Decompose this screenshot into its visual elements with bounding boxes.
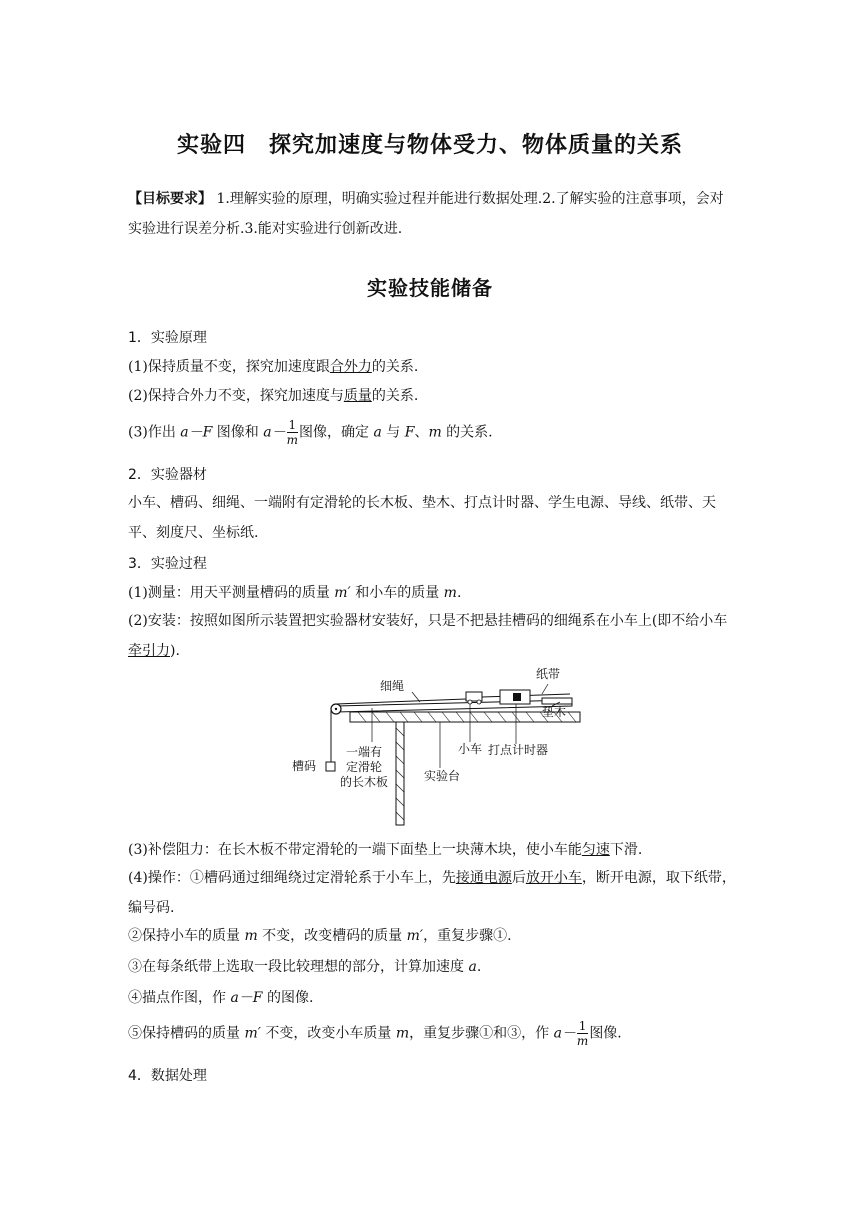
underlined-answer: 匀速 bbox=[581, 842, 610, 858]
table-leg bbox=[396, 722, 404, 825]
label-board-1: 一端有 bbox=[346, 745, 383, 759]
label-block: 垫木 bbox=[542, 705, 567, 719]
label-timer: 打点计时器 bbox=[488, 743, 549, 757]
principle-item-2: (2)保持合外力不变，探究加速度与质量的关系. bbox=[128, 388, 419, 404]
underlined-answer: 放开小车 bbox=[525, 870, 582, 886]
equipment-heading: 2．实验器材 bbox=[128, 467, 207, 483]
data-processing-heading: 4．数据处理 bbox=[128, 1068, 207, 1084]
principle-item-3: (3)作出 a－F 图像和 a－ $\frac{1}{m}$ 图像，确定 a 与 F、m 的关系. bbox=[128, 418, 493, 447]
objectives-paragraph bbox=[128, 184, 734, 244]
label-cart: 小车 bbox=[458, 742, 483, 756]
process-step-1: (1)测量：用天平测量槽码的质量 m′ 和小车的质量 m. bbox=[128, 585, 462, 601]
underlined-answer: 牵引力 bbox=[128, 643, 170, 659]
hanging-weight bbox=[326, 762, 335, 771]
label-weight: 槽码 bbox=[292, 759, 317, 773]
equipment-text: 小车、槽码、细绳、一端附有定滑轮的长木板、垫木、打点计时器、学生电源、导线、纸带、天平、刻度尺、坐标纸. bbox=[128, 495, 716, 541]
long-board bbox=[336, 700, 572, 712]
process-sub-3: ③在每条纸带上选取一段比较理想的部分，计算加速度 a. bbox=[128, 959, 482, 975]
label-tape: 纸带 bbox=[536, 667, 561, 681]
section-title: 实验技能储备 bbox=[367, 276, 493, 300]
principle-item-1: (1)保持质量不变，探究加速度跟合外力的关系. bbox=[128, 359, 419, 375]
process-sub-2: ②保持小车的质量 m 不变，改变槽码的质量 m′，重复步骤①. bbox=[128, 928, 512, 944]
objectives-label: 【目标要求】 bbox=[128, 191, 212, 207]
objectives-text: 1.理解实验的原理，明确实验过程并能进行数据处理.2.了解实验的注意事项，会对实验进行误差分析.3.能对实验进行创新改进. bbox=[128, 191, 724, 237]
process-step-2: (2)安装：按照如图所示装置把实验器材安装好，只是不把悬挂槽码的细绳系在小车上(即不给小车牵引力). bbox=[128, 613, 728, 659]
label-table: 实验台 bbox=[424, 769, 461, 783]
process-step-4: (4)操作：①槽码通过细绳绕过定滑轮系于小车上，先接通电源后放开小车，断开电源，取下纸带，编号码. bbox=[128, 870, 736, 916]
fraction-one-over-m: $\frac{1}{m}$ bbox=[576, 1019, 589, 1048]
cart bbox=[466, 692, 482, 701]
label-board-2: 定滑轮 bbox=[346, 760, 383, 774]
underlined-answer: 接通电源 bbox=[455, 870, 512, 886]
wood-block bbox=[542, 698, 572, 704]
label-rope: 细绳 bbox=[380, 679, 405, 693]
underlined-answer: 质量 bbox=[343, 388, 372, 404]
underlined-answer: 合外力 bbox=[329, 359, 372, 375]
fraction-one-over-m: $\frac{1}{m}$ bbox=[286, 418, 298, 447]
process-step-3: (3)补偿阻力：在长木板不带定滑轮的一端下面垫上一块薄木块，使小车能匀速下滑. bbox=[128, 842, 643, 858]
principle-heading: 1．实验原理 bbox=[128, 330, 207, 346]
process-sub-5: ⑤保持槽码的质量 m′ 不变，改变小车质量 m，重复步骤①和③，作 a－ $\frac{1}{m}$ 图像. bbox=[128, 1019, 622, 1048]
page-title: 实验四 探究加速度与物体受力、物体质量的关系 bbox=[176, 133, 683, 158]
label-board-3: 的长木板 bbox=[340, 775, 389, 789]
apparatus-figure bbox=[280, 662, 600, 832]
process-sub-4: ④描点作图，作 a－F 的图像. bbox=[128, 990, 314, 1006]
process-heading: 3．实验过程 bbox=[128, 556, 207, 572]
